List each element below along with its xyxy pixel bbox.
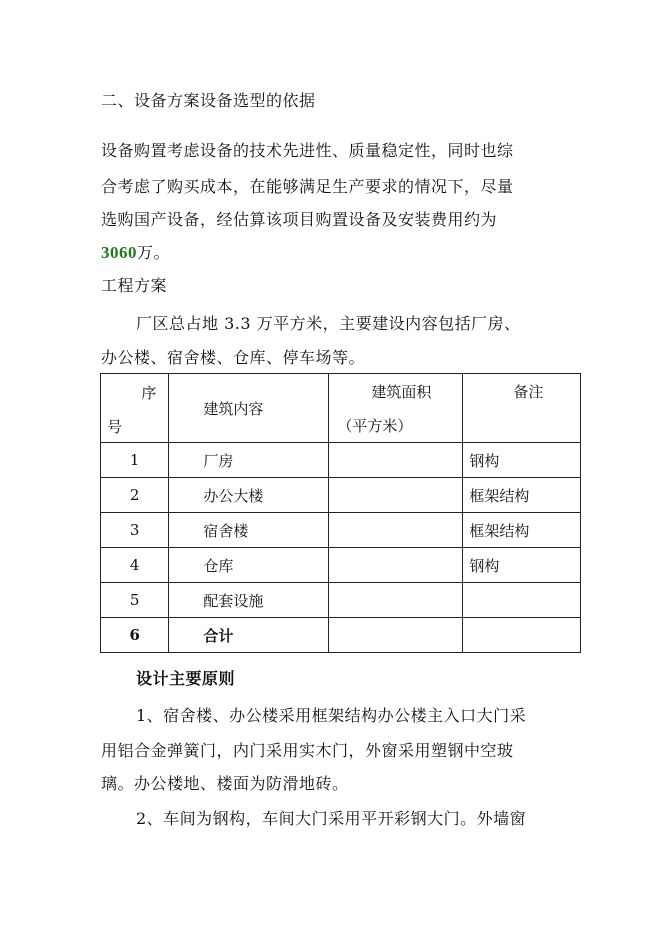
table-total-row <box>101 618 581 653</box>
equipment-paragraph-line-2: 合考虑了购买成本，在能够满足生产要求的情况下，尽量 <box>101 177 514 196</box>
row-name: 宿舍楼 <box>169 513 329 548</box>
engineering-heading: 工程方案 <box>101 276 168 295</box>
header-note: 备注 <box>513 383 544 401</box>
total-row-area <box>329 618 463 653</box>
row-name: 办公大楼 <box>169 478 329 513</box>
row-number: 5 <box>101 583 169 618</box>
site-paragraph-line-2: 办公楼、宿舍楼、仓库、停车场等。 <box>101 348 366 367</box>
row-name: 仓库 <box>169 548 329 583</box>
principle-1-line-3: 璃。办公楼地、楼面为防滑地砖。 <box>101 774 349 793</box>
header-area-top: 建筑面积 <box>371 383 432 401</box>
row-number: 1 <box>101 443 169 478</box>
site-paragraph-line-1: 厂区总占地 3.3 万平方米，主要建设内容包括厂房、 <box>136 314 521 333</box>
table-row <box>101 478 581 513</box>
total-row-name: 合计 <box>169 618 329 653</box>
row-number: 2 <box>101 478 169 513</box>
header-seq-bottom: 号 <box>107 418 123 436</box>
row-area <box>329 513 463 548</box>
equipment-cost-amount: 3060 <box>101 243 137 262</box>
table-row <box>101 443 581 478</box>
total-row-note <box>463 618 581 653</box>
section-heading: 二、设备方案设备选型的依据 <box>101 91 316 110</box>
header-area-bottom: （平方米） <box>337 417 413 435</box>
table-header-row <box>101 374 581 443</box>
equipment-cost-unit: 万。 <box>137 243 171 262</box>
header-seq-cell <box>101 374 169 443</box>
row-area <box>329 548 463 583</box>
design-principles-heading: 设计主要原则 <box>136 669 236 688</box>
header-name: 建筑内容 <box>203 399 264 418</box>
row-note: 框架结构 <box>463 478 581 513</box>
row-area <box>329 478 463 513</box>
building-table <box>100 373 581 653</box>
principle-1-line-2: 用铝合金弹簧门，内门采用实木门，外窗采用塑钢中空玻 <box>101 741 514 760</box>
equipment-paragraph-line-4 <box>101 240 170 263</box>
row-note: 钢构 <box>463 548 581 583</box>
row-note: 钢构 <box>463 443 581 478</box>
header-seq-top: 序 <box>141 384 157 402</box>
total-row-number: 6 <box>101 618 169 653</box>
row-name: 配套设施 <box>169 583 329 618</box>
row-number: 4 <box>101 548 169 583</box>
row-note <box>463 583 581 618</box>
row-area <box>329 443 463 478</box>
table-row <box>101 548 581 583</box>
principle-1-line-1: 1、宿舍楼、办公楼采用框架结构办公楼主入口大门采 <box>136 706 527 725</box>
principle-2-line-1: 2、车间为钢构，车间大门采用平开彩钢大门。外墙窗 <box>136 809 527 828</box>
header-note-cell <box>463 374 581 443</box>
table-row <box>101 583 581 618</box>
row-note: 框架结构 <box>463 513 581 548</box>
header-area-cell <box>329 374 463 443</box>
equipment-paragraph-line-3: 选购国产设备，经估算该项目购置设备及安装费用约为 <box>101 210 498 229</box>
equipment-paragraph-line-1: 设备购置考虑设备的技术先进性、质量稳定性，同时也综 <box>101 141 514 160</box>
row-name: 厂房 <box>169 443 329 478</box>
row-area <box>329 583 463 618</box>
table-row <box>101 513 581 548</box>
row-number: 3 <box>101 513 169 548</box>
header-name-cell <box>169 374 329 443</box>
